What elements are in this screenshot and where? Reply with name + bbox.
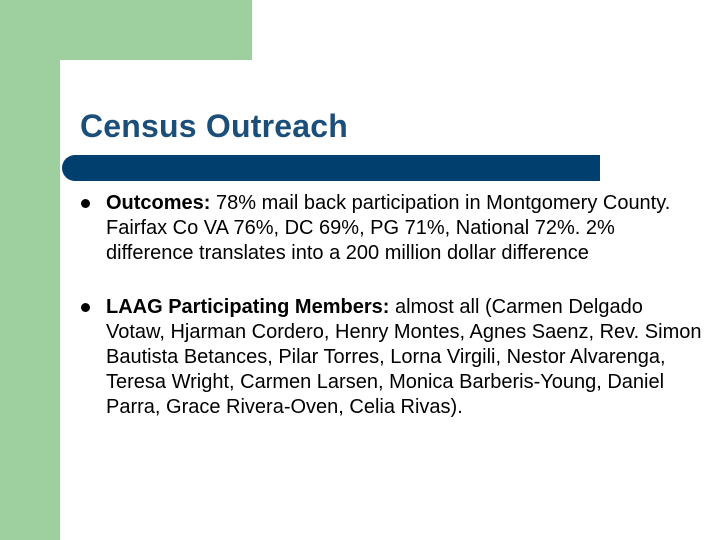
green-side-band (0, 0, 60, 540)
slide-title: Census Outreach (80, 108, 348, 144)
bullet-text: almost all (Carmen Delgado Votaw, Hjarman Cordero, Henry Montes, Agnes Saenz, Rev. Simon Bautista Betances, Pilar Torres, Lorna Virgili, Nestor Alvarenga, Teresa Wright, Carmen Larsen, Monica Barberis-Young, Daniel Parra, Grace Rivera-Oven, Celia Rivas). (106, 296, 702, 418)
bullet-item-members (80, 295, 705, 420)
bullet-item-outcomes (80, 191, 705, 266)
bullet-list (80, 191, 705, 449)
bullet-dot-icon (81, 199, 90, 208)
green-top-band (0, 0, 252, 60)
bullet-label: Outcomes: (106, 192, 211, 214)
bullet-text: 78% mail back participation in Montgomery County. Fairfax Co VA 76%, DC 69%, PG 71%, National 72%. 2% difference translates into a 200 million dollar difference (106, 192, 671, 264)
bullet-label: LAAG Participating Members: (106, 296, 390, 318)
title-underline-bar (62, 155, 600, 181)
bullet-dot-icon (81, 303, 90, 312)
